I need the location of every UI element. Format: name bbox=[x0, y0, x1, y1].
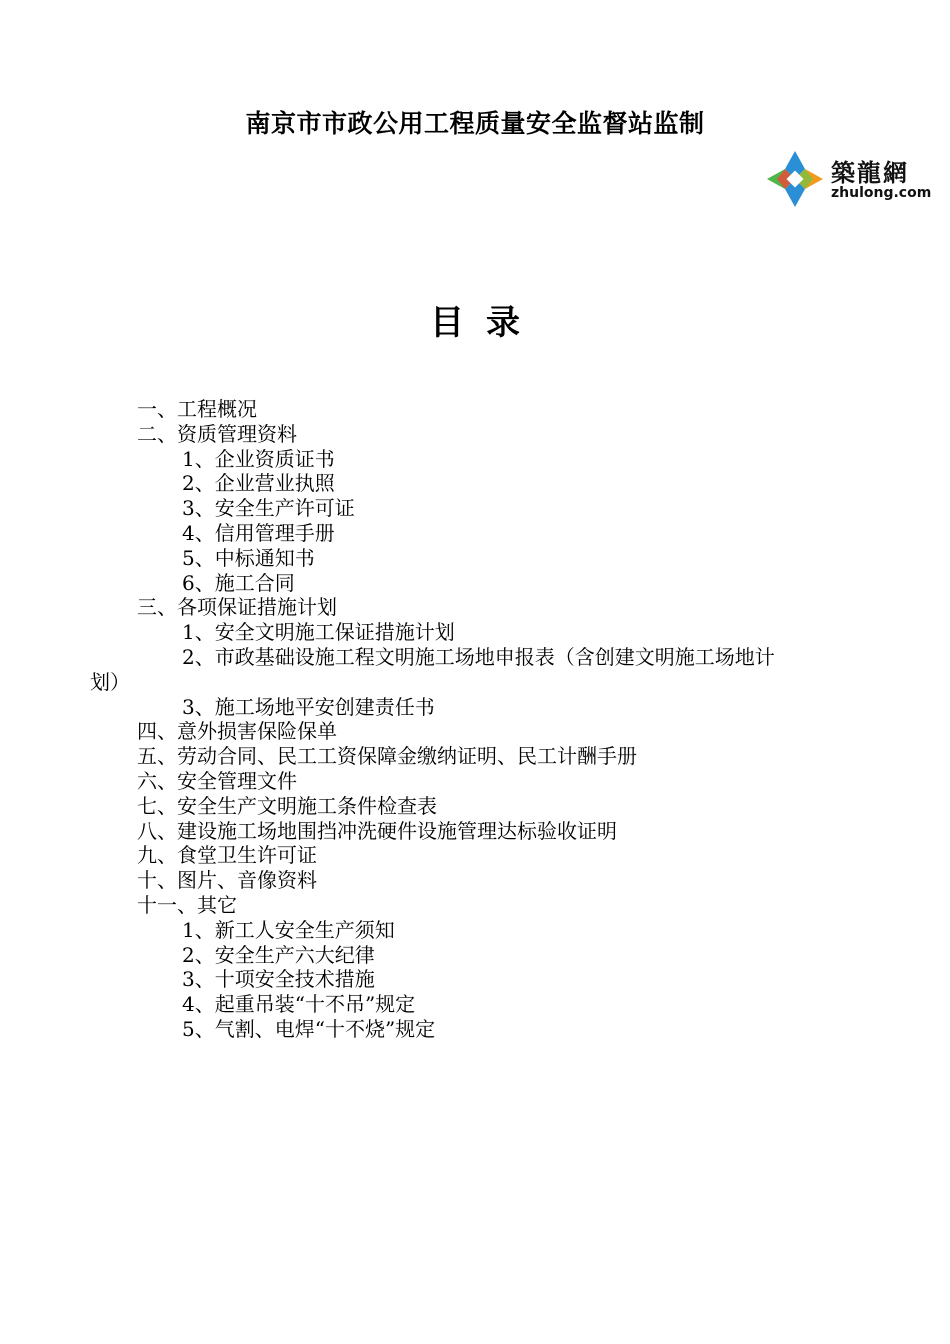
zhulong-logo bbox=[765, 145, 932, 209]
toc-item: 3、十项安全技术措施 bbox=[182, 967, 375, 992]
toc-item: 四、意外损害保险保单 bbox=[137, 719, 337, 744]
toc-item: 3、施工场地平安创建责任书 bbox=[182, 694, 435, 719]
toc-item: 2、安全生产六大纪律 bbox=[182, 942, 375, 967]
toc-item: 十一、其它 bbox=[137, 892, 237, 917]
table-of-contents bbox=[0, 397, 950, 1042]
toc-item: 1、安全文明施工保证措施计划 bbox=[182, 620, 455, 645]
toc-item: 4、信用管理手册 bbox=[182, 520, 335, 545]
toc-item: 五、劳动合同、民工工资保障金缴纳证明、民工计酬手册 bbox=[137, 744, 637, 769]
toc-item: 6、施工合同 bbox=[182, 570, 295, 595]
page-header-title: 南京市市政公用工程质量安全监督站监制 bbox=[245, 109, 705, 138]
toc-item: 5、中标通知书 bbox=[182, 545, 315, 570]
toc-item: 三、各项保证措施计划 bbox=[137, 595, 337, 620]
logo-chinese-text: 築龍網 bbox=[831, 158, 909, 187]
toc-heading: 目录 bbox=[430, 303, 542, 343]
zhulong-logo-icon bbox=[765, 149, 825, 209]
toc-item: 七、安全生产文明施工条件检查表 bbox=[137, 793, 437, 818]
toc-item: 5、气割、电焊“十不烧”规定 bbox=[182, 1016, 436, 1041]
toc-item: 八、建设施工场地围挡冲洗硬件设施管理达标验收证明 bbox=[137, 818, 617, 843]
toc-item: 4、起重吊装“十不吊”规定 bbox=[182, 992, 416, 1017]
toc-item: 2、企业营业执照 bbox=[182, 471, 335, 496]
toc-item: 六、安全管理文件 bbox=[137, 768, 297, 793]
toc-item: 划） bbox=[90, 669, 130, 694]
toc-item: 2、市政基础设施工程文明施工场地申报表（含创建文明施工场地计 bbox=[182, 644, 775, 669]
toc-item: 二、资质管理资料 bbox=[137, 421, 297, 446]
toc-item: 1、企业资质证书 bbox=[182, 446, 335, 471]
toc-item: 十、图片、音像资料 bbox=[137, 868, 317, 893]
toc-item: 九、食堂卫生许可证 bbox=[137, 843, 317, 868]
toc-item: 1、新工人安全生产须知 bbox=[182, 917, 395, 942]
toc-item: 一、工程概况 bbox=[137, 397, 257, 421]
logo-english-text: zhulong.com bbox=[831, 185, 932, 201]
toc-item: 3、安全生产许可证 bbox=[182, 496, 355, 521]
